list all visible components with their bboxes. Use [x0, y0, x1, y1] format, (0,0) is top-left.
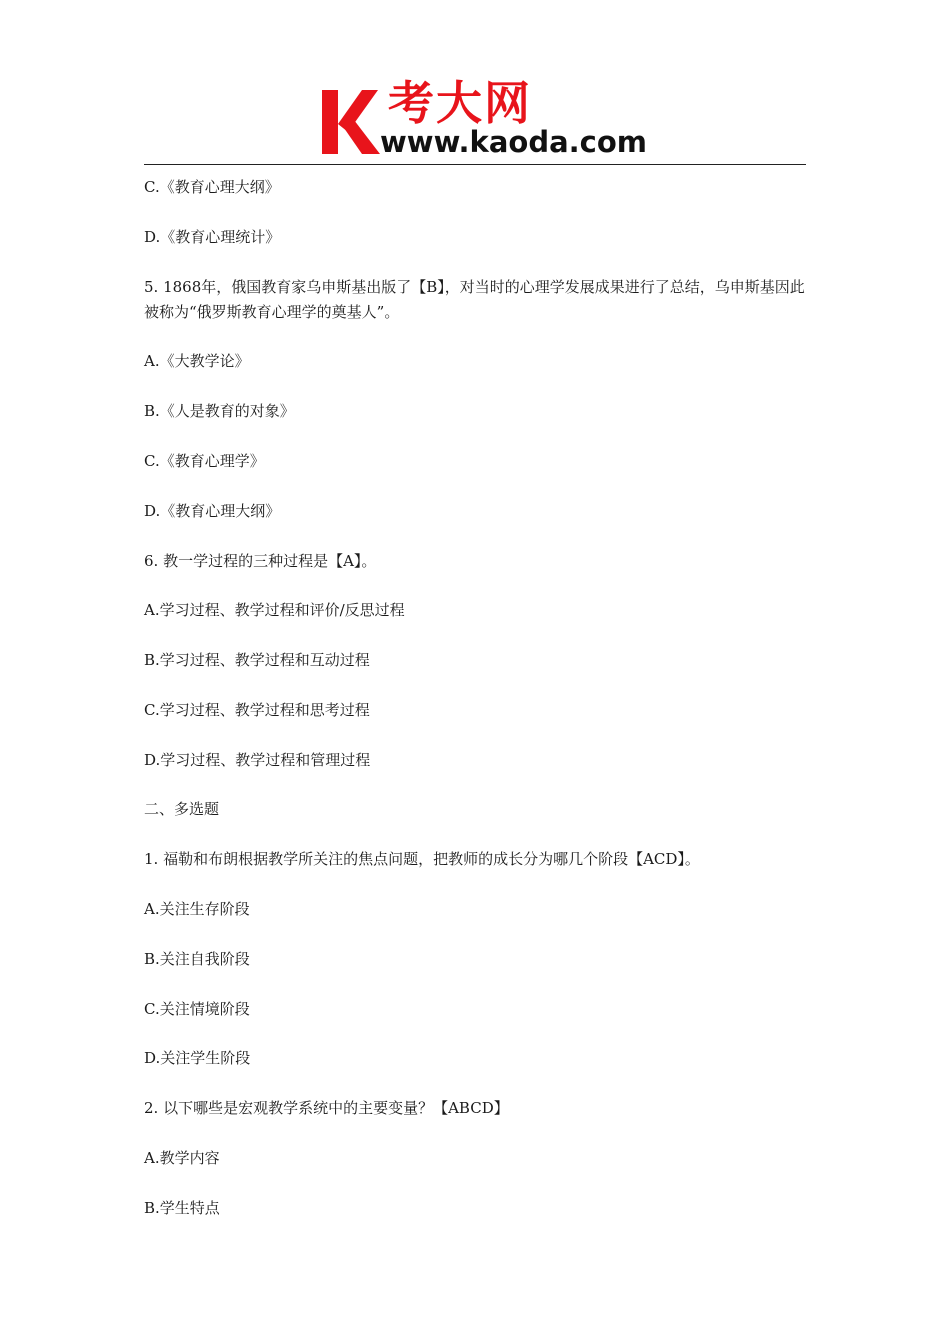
- option-b: B.关注自我阶段: [144, 950, 250, 968]
- option-c: C.《教育心理学》: [144, 452, 265, 470]
- logo-chinese-text: 考大网: [388, 76, 532, 130]
- option-c: C.关注情境阶段: [144, 1000, 250, 1018]
- option-b: B.学习过程、教学过程和互动过程: [144, 651, 370, 669]
- option-b: B.学生特点: [144, 1199, 220, 1217]
- section-heading: 二、多选题: [144, 800, 220, 818]
- kaoda-logo: [318, 76, 647, 162]
- question-6: 6. 教一学过程的三种过程是【A】。: [144, 552, 377, 570]
- option-a: A.教学内容: [144, 1149, 220, 1167]
- logo-url-text: www.kaoda.com: [380, 125, 647, 159]
- option-d: D.关注学生阶段: [144, 1049, 251, 1067]
- question-1: 1. 福勒和布朗根据教学所关注的焦点问题，把教师的成长分为哪几个阶段【ACD】。: [144, 850, 700, 868]
- question-5: 5. 1868年，俄国教育家乌申斯基出版了【B】，对当时的心理学发展成果进行了总结，乌申斯基因此被称为“俄罗斯教育心理学的奠基人”。: [144, 278, 805, 321]
- option-d: D.《教育心理大纲》: [144, 502, 281, 520]
- option-a: A.关注生存阶段: [144, 900, 250, 918]
- option-b: B.《人是教育的对象》: [144, 402, 295, 420]
- option-c: C.学习过程、教学过程和思考过程: [144, 701, 370, 719]
- logo-k-mark-icon: [318, 84, 380, 154]
- option-d: D.《教育心理统计》: [144, 228, 281, 246]
- page-header: [0, 0, 950, 170]
- option-d: D.学习过程、教学过程和管理过程: [144, 751, 371, 769]
- question-2: 2. 以下哪些是宏观教学系统中的主要变量？【ABCD】: [144, 1099, 509, 1117]
- option-c: C.《教育心理大纲》: [144, 178, 280, 196]
- header-divider: [144, 164, 806, 165]
- option-a: A.学习过程、教学过程和评价/反思过程: [144, 601, 405, 619]
- option-a: A.《大教学论》: [144, 352, 250, 370]
